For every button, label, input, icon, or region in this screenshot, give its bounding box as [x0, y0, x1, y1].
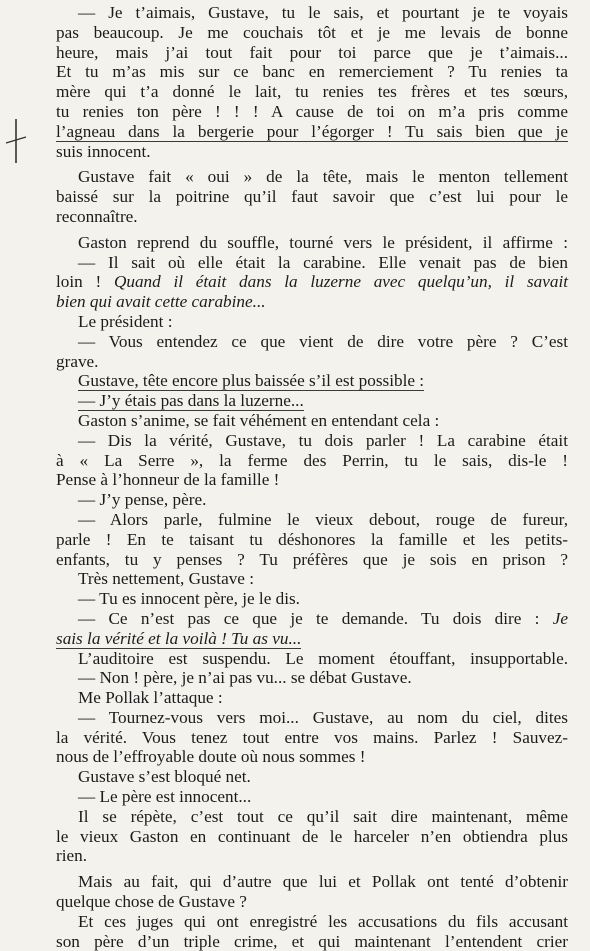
italic-text: Quand il était dans la luzerne avec quelqu’un, il savait	[113, 272, 568, 292]
text-line	[56, 391, 568, 411]
text-line: rien.	[56, 846, 88, 866]
text-line: — Le père est innocent...	[78, 787, 252, 807]
text-line: — Dis la vérité, Gustave, tu dois parler ! La carabine était	[78, 430, 568, 450]
text-line: Pense à l’honneur de la famille !	[56, 470, 280, 490]
text-line: Me Pollak l’attaque :	[78, 688, 223, 708]
text-line	[56, 292, 568, 312]
text-line: — Il sait où elle était la carabine. Elle venait pas de bien	[78, 252, 568, 272]
text-line	[56, 629, 568, 649]
text-line: Il se répète, c’est tout ce qu’il sait dire maintenant, même	[78, 806, 568, 826]
text-line: la vérité. Vous tenez tout entre vos mains. Parlez ! Sauvez-	[56, 727, 568, 747]
text-line: Gaston reprend du souffle, tourné vers le président, il affirme :	[78, 232, 568, 252]
text-line: tu renies ton père ! ! ! A cause de toi on m’a pris comme	[56, 101, 568, 121]
text-line: pas beaucoup. Je me couchais tôt et je me levais de bonne	[56, 22, 568, 42]
text-line: enfants, tu y penses ? Tu préfères que je sois en prison ?	[56, 549, 568, 569]
text-line	[56, 272, 568, 292]
text-line: Et tu m’as mis sur ce banc en remerciement ? Tu renies ta	[56, 62, 568, 82]
italic-text: Je	[552, 608, 568, 628]
italic-underlined-text: sais la vérité et la voilà ! Tu as vu...	[56, 628, 302, 648]
text-line: suis innocent.	[56, 141, 151, 161]
handwritten-cross-mark	[4, 117, 28, 165]
text-line: le vieux Gaston en continuant de le harceler n’en obtiendra plus	[56, 826, 568, 846]
underlined-text: — J’y étais pas dans la luzerne...	[78, 391, 304, 411]
text-line: — Alors parle, fulmine le vieux debout, rouge de fureur,	[78, 509, 568, 529]
text-line: Mais au fait, qui d’autre que lui et Pollak ont tenté d’obtenir	[78, 872, 568, 892]
text-line: Gustave fait « oui » de la tête, mais le menton tellement	[78, 167, 568, 187]
text-line: — Non ! père, je n’ai pas vu... se débat Gustave.	[78, 668, 412, 688]
text-line: grave.	[56, 351, 99, 371]
text-line: Le président :	[78, 311, 173, 331]
italic-text: bien qui avait cette carabine...	[56, 292, 266, 312]
text-line: — Tu es innocent père, je le dis.	[78, 589, 300, 609]
text-line: heure, mais j’ai tout fait pour toi parce que je t’aimais...	[56, 42, 568, 62]
text-line	[56, 371, 568, 391]
text-line: Très nettement, Gustave :	[78, 569, 254, 589]
text-line: mère qui t’a donné le lait, tu renies tes frères et tes sœurs,	[56, 82, 568, 102]
text-line: reconnaître.	[56, 206, 138, 226]
text-segment: — Ce n’est pas ce que je te demande. Tu dois dire :	[78, 608, 553, 628]
text-line	[56, 609, 568, 629]
text-line: nous de l’effroyable doute où nous sommes !	[56, 747, 366, 767]
text-line: quelque chose de Gustave ?	[56, 892, 247, 912]
text-line: baissé sur la poitrine qu’il faut savoir que c’est lui pour le	[56, 187, 568, 207]
underlined-text: l’agneau dans la bergerie pour l’égorger ! Tu sais bien que je	[56, 121, 568, 141]
text-line: Gustave s’est bloqué net.	[78, 767, 251, 787]
text-line: à « La Serre », la ferme des Perrin, tu le sais, dis-le !	[56, 450, 568, 470]
text-line: parle ! En te taisant tu déshonores la famille et les petits-	[56, 529, 568, 549]
text-line: — Tournez-vous vers moi... Gustave, au nom du ciel, dites	[78, 707, 568, 727]
text-line: Gaston s’anime, se fait véhément en entendant cela :	[78, 410, 440, 430]
text-line: — J’y pense, père.	[78, 490, 207, 510]
text-line: — Vous entendez ce que vient de dire votre père ? C’est	[78, 331, 568, 351]
text-line: — Je t’aimais, Gustave, tu le sais, et pourtant je te voyais	[78, 3, 568, 22]
underlined-text: Gustave, tête encore plus baissée s’il est possible :	[78, 371, 425, 391]
text-line: L’auditoire est suspendu. Le moment étouffant, insupportable.	[78, 648, 568, 668]
text-line	[56, 122, 568, 142]
text-segment: loin !	[56, 272, 114, 292]
text-line: Et ces juges qui ont enregistré les accusations du fils accusant	[78, 911, 568, 931]
text-line: son père d’un triple crime, et qui maintenant l’entendent crier	[56, 931, 568, 951]
